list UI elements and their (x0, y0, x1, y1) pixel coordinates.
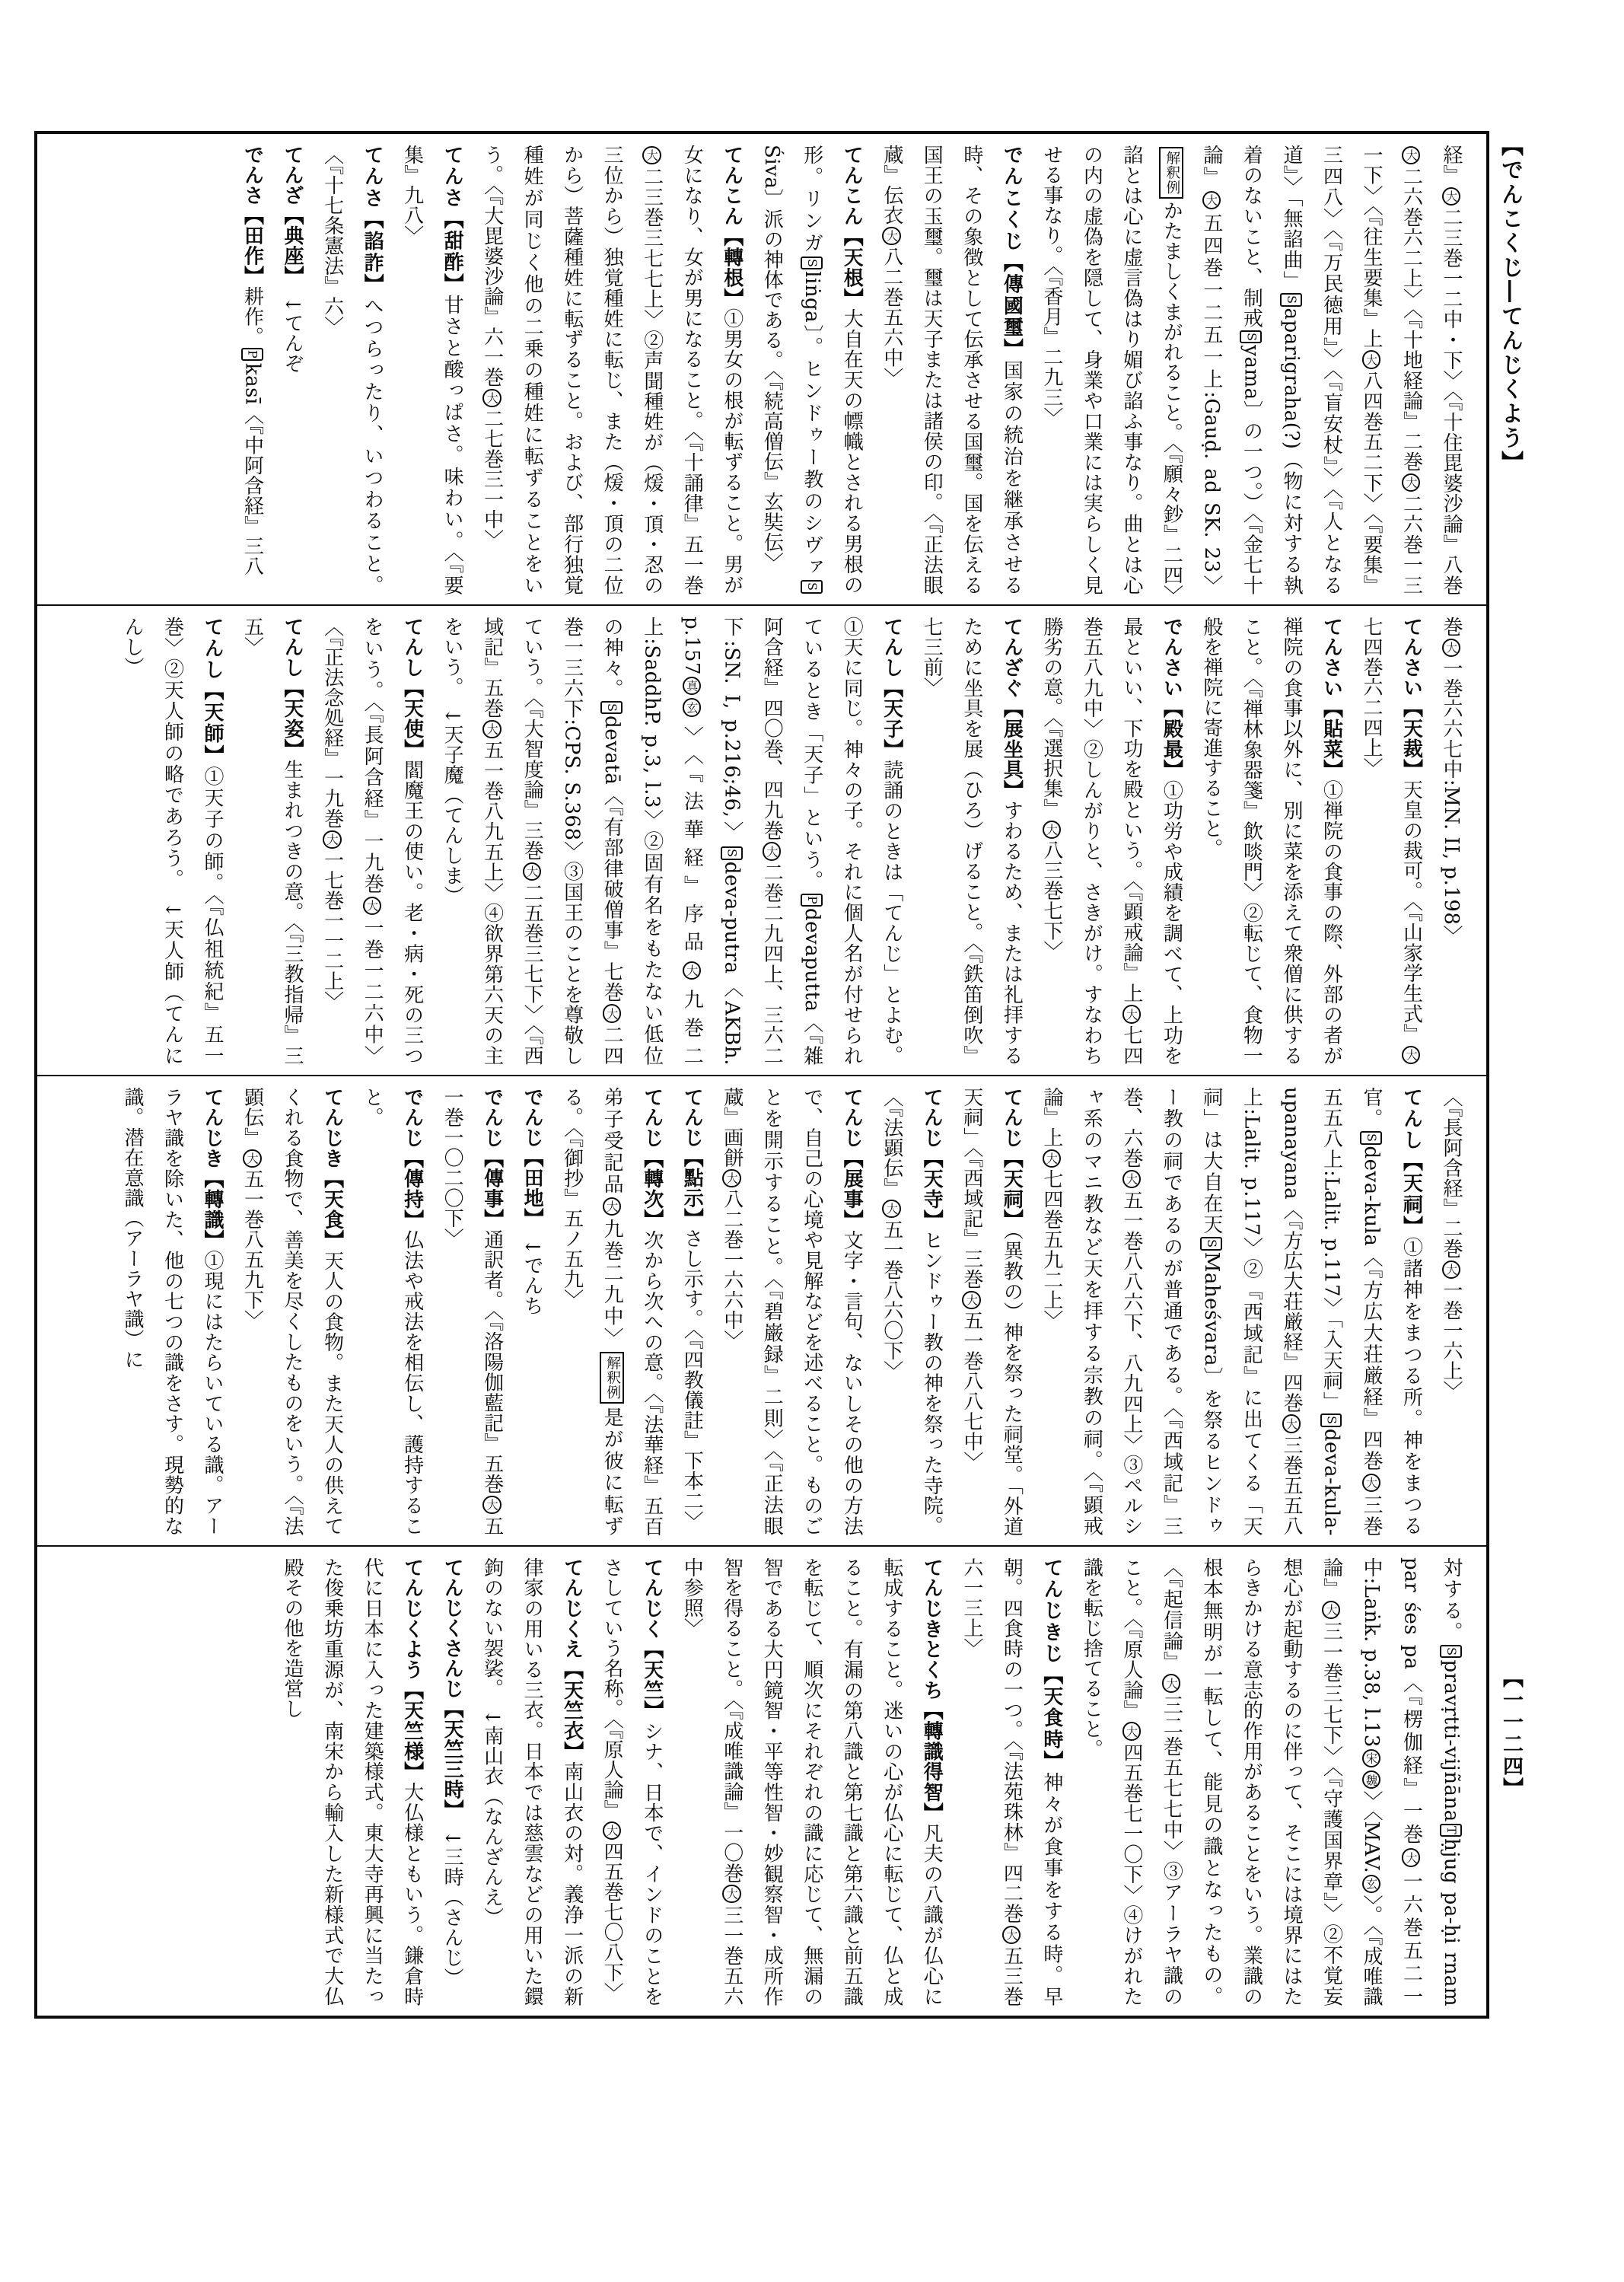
entry-body: 文字・言句、ないしその他の方法で、自己の心境や見解などを述べること。ものごとを開示すること。〈『碧巌録』二則〉〈『正法眼蔵』画餅大八二巻一六六中〉 (720, 1087, 864, 1537)
source-mark: 大 (243, 1149, 261, 1168)
entry-body: 通訳者。〈『洛陽伽藍記』五巻大五一巻一〇二〇下〉 (441, 1087, 504, 1537)
running-head: 【でんこくじ―てんじくよう】 (1498, 134, 1524, 475)
entry-continuation (1031, 145, 1471, 595)
entry-body: 〈『長阿含経』二巻大一巻一六上〉 (1440, 1087, 1463, 1401)
dictionary-entry (752, 145, 872, 595)
dictionary-entry (232, 617, 312, 1066)
dictionary-entry (1351, 617, 1431, 1066)
language-mark: T (1440, 1824, 1462, 1837)
language-mark: S (1440, 1645, 1462, 1659)
source-mark: 大 (882, 227, 900, 245)
entry-headword: てんじ【展事】 (840, 1087, 864, 1230)
dictionary-entry (312, 145, 392, 595)
entry-headword: てんさ【諂詐】 (361, 145, 384, 295)
band-3 (37, 1075, 1486, 1545)
entry-body: 生まれつきの意。〈『三教指帰』三五〉 (240, 617, 304, 1066)
dictionary-entry (912, 617, 1032, 1066)
source-mark: 大 (482, 720, 501, 738)
page-number: 【一一二四】 (1499, 1667, 1523, 1799)
dictionary-entry (951, 1087, 1031, 1536)
entry-headword: てんこん【轉根】 (720, 145, 744, 309)
dictionary-entry (352, 1087, 432, 1536)
kaishakurei-label: 解釈例 (600, 1352, 624, 1404)
source-mark: 大 (323, 830, 341, 849)
language-mark: S (721, 846, 743, 860)
language-mark: S (1200, 1237, 1222, 1251)
dictionary-entry (1191, 617, 1351, 1066)
entry-headword: てんじきとくち【轉識得智】 (920, 1557, 944, 1823)
source-mark: 大 (722, 1169, 740, 1187)
entry-headword: てんざ【典座】 (281, 145, 304, 276)
dictionary-entry (472, 145, 752, 595)
source-mark: 大 (763, 842, 781, 860)
dictionary-entry (592, 1557, 672, 2006)
entry-body: 甘さと酸っぱさ。味わい。〈『要集』九八〉 (400, 145, 464, 596)
language-mark: P (241, 348, 263, 361)
dictionary-entry (672, 1087, 712, 1536)
entry-headword: てんじく【天竺】 (640, 1557, 664, 1721)
entry-body: 経』大二三巻一二中・下〉〈『十住毘婆沙論』八巻大二六巻六二上〉〈『十地経論』二巻大二六巻一三一下〉〈『往生要集』上大八四巻五二下〉〈『要集』三四八〉〈『万民徳用』〉〈『盲安杖』〉〈『人となる道』〉「無諂曲」Saparigraha(?)（物に対する執着のないこと、制戒Syama〕の一つ。）〈『金七十論』大五四巻一二五一上:Gauḍ. ad SK. 23〉解釈例かたましくまがれること。〈『願々鈔』二四〉諂とは心に虚言偽はり媚び諂ふ事なり。曲とは心の内の虚偽を隠して、身業や口業には実らしく見せる事なり。〈『香月』二九三〉 (1040, 145, 1463, 596)
entry-headword: てんじ【天祠】 (1000, 1087, 1024, 1230)
entry-headword: てんさ【甜酢】 (441, 145, 464, 295)
entry-headword: でんさ【田作】 (240, 145, 264, 286)
source-mark: 大 (642, 146, 661, 164)
entry-headword: てんさい【貼菜】 (1320, 617, 1343, 780)
entry-headword: でんじ【田地】 (521, 1087, 544, 1219)
dictionary-entry (232, 145, 272, 595)
entry-body: ↓でんち (521, 1218, 544, 1316)
entry-body: ①功労や成績を調べて、上功を最といい、下功を殿という。〈『顕戒論』上大七四巻五八九中〉②しんがりと、さきがけ。すなわち勝劣の意。〈『選択集』大八三巻七下〉 (1040, 617, 1183, 1066)
source-mark: 大 (603, 1004, 621, 1022)
entry-headword: てんざぐ【展坐具】 (1000, 617, 1024, 801)
source-mark: 大 (603, 1821, 621, 1840)
entry-headword: でんじ【傳持】 (400, 1087, 424, 1230)
entry-body: ヒンドゥー教の神を祭った寺院。〈『法顕伝』大五一巻八六〇下〉 (880, 1087, 944, 1537)
dictionary-entry (312, 617, 432, 1066)
entry-headword: てんし【天祠】 (1400, 1087, 1423, 1238)
page-frame (34, 131, 1489, 2019)
entry-continuation (1431, 617, 1471, 1066)
source-mark: 大 (363, 897, 381, 915)
source-mark: 大 (1122, 1170, 1141, 1188)
source-mark: 大 (603, 1197, 621, 1216)
source-mark: 大 (1442, 187, 1460, 206)
source-mark: 大 (1442, 1261, 1460, 1279)
entry-headword: てんし【天子】 (880, 617, 903, 760)
entry-headword: てんじ【點示】 (680, 1087, 704, 1229)
dictionary-entry (672, 1557, 952, 2006)
entry-body: ①天子の師。〈『仏祖統紀』五一巻〉②天人師の略であろう。 ↓天人師（てんにんし） (120, 617, 224, 1066)
band-2 (37, 604, 1486, 1075)
dictionary-entry (272, 145, 313, 595)
language-mark: S (801, 580, 823, 594)
entry-headword: てんじ【轉次】 (640, 1087, 664, 1230)
dictionary-entry (871, 145, 1031, 595)
entry-body: 仏法や戒法を相伝し、護持すること。 (361, 1087, 424, 1537)
entry-body: 耕作。Pkasī〈『中阿含経』三八 (240, 285, 264, 576)
entry-headword: てんさい【天裁】 (1400, 617, 1423, 779)
source-mark: 玄 (683, 698, 701, 716)
entry-headword: てんじき【轉識】 (201, 1087, 224, 1251)
entry-headword: でんじ【傳事】 (480, 1087, 504, 1229)
source-mark: 宋 (1362, 1749, 1380, 1767)
entry-body: 次から次への意。〈『法華経』五百弟子受記品大九巻二九中〉解釈例是が彼に転ずる。〈『御抄』五ノ五九〉 (560, 1087, 664, 1537)
language-mark: S (1320, 1414, 1342, 1427)
entry-headword: てんし【天使】 (400, 617, 424, 760)
entry-body: ↓てんぞ (281, 276, 304, 374)
entry-body: 巻大一巻六六七中:MN. II, p.198〉 (1440, 617, 1463, 945)
dictionary-entry (552, 1087, 672, 1536)
source-mark: 大 (1043, 1149, 1061, 1168)
dictionary-entry (432, 1557, 473, 2006)
entry-body: ①現にはたらいている識。アーラヤ識を除いた、他の七つの識をさす。現勢的な識。潜在意識（アーラヤ識）に (120, 1087, 224, 1537)
dictionary-entry (472, 1557, 592, 2006)
entry-body: 対する。Spravṛtti-vijñānaTḥjug pa-ḥi rnam par śes pa〈『楞伽経』一巻大一六巻五二一中:Laṅk. p.38, l.13宋魏〉〈MAV.玄〉。〈『成唯識論』大三一巻三七下〉〈『守護国界章』〉②不覚妄想心が起動するのに伴って、そこには境界にはたらきかける意志的作用があることをいう。業識の根本無明が一転して、能見の識となったもの。〈『起信論』大三二巻五七七中〉③アーラヤ識のこと。〈『原人論』大四五巻七一〇下〉④けがれた識を転じ捨てること。 (1080, 1557, 1463, 2007)
entry-continuation (1072, 1557, 1471, 2006)
dictionary-entry (512, 1087, 552, 1536)
entry-body: 国家の統治を継承させる時、その象徴として伝承させる国璽。国を伝える国王の玉璽。璽は天子または諸侯の印。〈『正法眼蔵』伝衣大八二巻五六中〉 (880, 145, 1024, 596)
band-4 (37, 1545, 1486, 2016)
source-mark: 大 (482, 1496, 501, 1514)
source-mark: 大 (1282, 1414, 1301, 1433)
source-mark: 大 (962, 1291, 980, 1309)
entry-body: ↓三時（さんじ） (441, 1809, 464, 1988)
entry-headword: てんし【天師】 (201, 617, 224, 767)
entry-body: ①男女の根が転ずること。男が女になり、女が男になること。〈『十誦律』五一巻大二三巻三七七上〉②声聞種姓が（煖・頂・忍の三位から）独覚種姓に転じ、また（煖・頂の二位から）菩薩種姓に転ずること。および、部行独覚種姓が同じく他の二乗の種姓に転ずることをいう。〈『大毘婆沙論』六一巻大二七巻三一中〉 (480, 145, 744, 596)
entry-body: ①禅院の食事の際、外部の者が禅院の食事以外に、別に菜を添えて衆僧に供すること。〈『禅林象器箋』飲啖門〉②転じて、食物一般を禅院に寄進すること。 (1199, 617, 1343, 1066)
dictionary-entry (1031, 1087, 1431, 1536)
language-mark: S (1240, 330, 1262, 344)
entry-headword: てんじくえ【天竺衣】 (560, 1557, 584, 1762)
entry-body: （異教の）神を祭った祠堂。「外道天祠」〈『西域記』三巻大五一巻八八七中〉 (960, 1087, 1024, 1537)
entry-headword: てんこん【天根】 (840, 145, 864, 309)
kaishakurei-label: 解釈例 (1159, 147, 1183, 199)
entry-body: ①諸神をまつる所。神をまつる官。Sdeva-kula〈『方広大荘厳経』四巻大三巻五五八上:Lalit. p.117〉「入天祠」Sdeva-kula-upanayana〈『方広大荘厳経』四巻大三巻五五八上:Lalit. p.117〉②『西域記』に出てくる「天祠」は大自在天SMaheśvara〕を祭るヒンドゥー教の祠であるのが普通である。〈『西域記』三巻、六巻大五一巻八八六下、八九四上〉③ペルシャ系のマニ教など天を拝する宗教の祠。〈『顕戒論』上大七四巻五九二上〉 (1040, 1087, 1423, 1537)
language-mark: S (1280, 293, 1302, 307)
entry-body: 神々が食事をする時。早朝。四食時の一つ。〈『法苑珠林』四二巻大五三巻六一三上〉 (960, 1557, 1063, 2007)
language-mark: S (801, 257, 823, 270)
language-mark: P (801, 894, 823, 907)
source-mark: 真 (683, 677, 701, 695)
source-mark: 大 (1202, 191, 1221, 209)
source-mark: 玄 (1362, 1875, 1380, 1893)
entry-headword: てんじくよう【天竺様】 (400, 1557, 424, 1783)
entry-headword: てんじ【天寺】 (920, 1087, 944, 1230)
entry-headword: てんじき【天食】 (320, 1087, 344, 1251)
dictionary-entry (951, 1557, 1072, 2006)
source-mark: 大 (1122, 1722, 1141, 1740)
source-mark: 大 (1402, 473, 1420, 492)
entry-body: 大仏様ともいう。鎌倉時代に日本に入った建築様式。東大寺再興に当たった俊乗坊重源が、南宋から輸入した新様式で大仏殿その他を造営し (281, 1557, 424, 2007)
entry-headword: でんさい【殿最】 (1160, 617, 1183, 780)
entry-body: 凡夫の八識が仏心に転成すること。迷いの心が仏心に転じて、仏と成ること。有漏の第八識と第七識と第六識と前五識を転じて、順次にそれぞれの識に応じて、無漏の智である大円鏡智・平等性智・妙観察智・成所作智を得ること。〈『成唯識論』一〇巻大三一巻五六中参照〉 (680, 1557, 944, 2007)
entry-body: 大自在天の幖幟とされる男根の形。リンガSliṅga〕。ヒンドゥー教のシヴァSŚiva〕派の神体である。〈『続高僧伝』玄奘伝〉 (760, 145, 864, 596)
entry-headword: でんこくじ【傳國璽】 (1000, 145, 1024, 360)
source-mark: 大 (1043, 821, 1061, 839)
dictionary-entry (232, 1087, 352, 1536)
source-mark: 大 (523, 862, 541, 881)
entry-body: シナ、日本で、インドのことをさしていう名称。〈『原人論』大四五巻七〇八下〉 (600, 1557, 664, 2007)
source-mark: 大 (1362, 1474, 1380, 1492)
source-mark: 大 (1322, 1601, 1340, 1619)
entry-body: 読誦のときは「てんじ」とよむ。①天に同じ。神々の子。それに個人名が付せられているとき「天子」という。Pdevaputta〈『雑阿含経』四〇巻、四九巻大二巻二九四上、三六二下:SN. I, p.216;46,〉Sdeva-putra〈AKBh. p.157真玄〉〈『法華経』序品大九巻二上:SaddhP. p.3, l.3〉②固有名をもたない低位の神々。Sdevatā〈『有部律破僧事』七巻大二四巻一三六下:CPS. S.368〉③国王のことを尊敬していう。〈『大智度論』三巻大二五巻三七下〉〈『西域記』五巻大五一巻八九五上〉④欲界第六天の主をいう。 ↓天子魔（てんしま） (441, 617, 903, 1066)
entry-continuation (1431, 1087, 1471, 1536)
source-mark: 大 (482, 389, 501, 407)
entry-body: 天皇の裁可。〈『山家学生式』大七四巻六二四上〉 (1360, 617, 1423, 1066)
language-mark: S (1360, 1131, 1382, 1145)
entry-body: 南山衣の対。義浄一派の新律家の用いる三衣。日本では慈雲などの用いた鐶鉤のない袈裟。 ↓南山衣（なんざんえ） (480, 1557, 584, 2007)
entry-body: さし示す。〈『四教儀註』下本二〉 (680, 1228, 704, 1531)
source-mark: 大 (1402, 1848, 1420, 1866)
language-mark: S (600, 701, 623, 715)
entry-body: 天人の食物。また天人の供えてくれる食物で、善美を尽くしたものをいう。〈『法顕伝』大五一巻八五九下〉 (240, 1087, 344, 1537)
dictionary-entry (432, 1087, 512, 1536)
source-mark: 大 (722, 1885, 740, 1903)
band-1 (37, 134, 1486, 604)
dictionary-entry (112, 617, 232, 1066)
source-mark: 大 (1122, 1005, 1141, 1023)
entry-body: へつらったり、いつわること。〈『十七条憲法』六〉 (320, 145, 384, 596)
entry-body: 閻魔王の使い。老・病・死の三つをいう。〈『長阿含経』一九巻大一巻一二六中〉〈『正法念処経』一九巻大一七巻一一二上〉 (320, 617, 424, 1066)
entry-headword: てんじきじ【天食時】 (1040, 1557, 1063, 1772)
source-mark: 大 (1362, 350, 1380, 368)
source-mark: 大 (882, 1200, 900, 1218)
source-mark: 大 (683, 961, 701, 980)
source-mark: 大 (1162, 1674, 1180, 1692)
source-mark: 大 (1442, 639, 1460, 657)
dictionary-entry (712, 1087, 871, 1536)
dictionary-entry (432, 617, 912, 1066)
dictionary-entry (1031, 617, 1191, 1066)
entry-headword: てんし【天姿】 (281, 617, 304, 760)
source-mark: 大 (1002, 1926, 1021, 1944)
source-mark: 魏 (1362, 1770, 1380, 1789)
dictionary-entry (112, 1087, 232, 1536)
dictionary-entry (272, 1557, 432, 2006)
dictionary-entry (871, 1087, 951, 1536)
entry-body: すわるため、または礼拝するために坐具を展（ひろ）げること。〈『鉄笛倒吹』七三前〉 (920, 617, 1024, 1066)
entry-headword: てんじくさんじ【天竺三時】 (441, 1557, 464, 1810)
source-mark: 大 (1402, 146, 1420, 164)
dictionary-entry (392, 145, 472, 595)
source-mark: 大 (1402, 1046, 1420, 1064)
